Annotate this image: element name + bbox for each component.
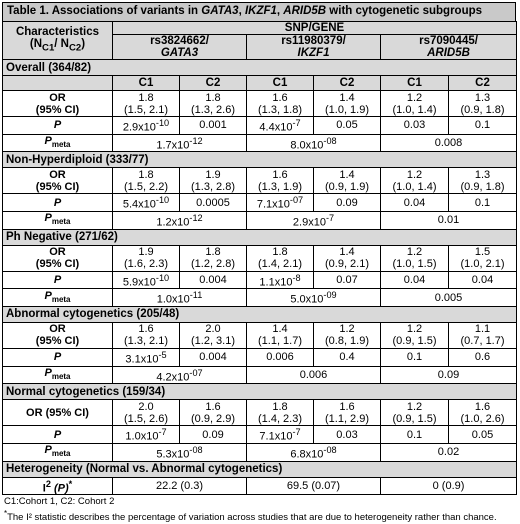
or-ci-value: [449, 400, 517, 426]
or-ci-value: [314, 322, 381, 348]
exponent: -7: [292, 118, 301, 128]
or-value: 1.3: [474, 91, 491, 104]
p-value: 0.09: [314, 194, 381, 212]
exponent: -8: [292, 272, 301, 283]
or-ci-value: [449, 322, 517, 348]
or-ci-value: [247, 322, 314, 348]
pmeta-value: $1.0x10^{-11}$: [113, 289, 247, 307]
p-symbol: P: [53, 196, 62, 209]
exponent: -7: [292, 427, 301, 438]
table-title: [2, 2, 516, 21]
or-label: OR: [49, 246, 66, 259]
or-value: 1.9: [138, 246, 154, 259]
snp-gata3-header: [113, 35, 247, 60]
pmeta-subscript: meta: [51, 217, 71, 227]
exponent: -10: [155, 118, 170, 128]
ci-value: (1.6, 2.3): [123, 258, 169, 271]
pmeta-value: $2.9x10^{-7}$: [247, 211, 381, 229]
section-title: Abnormal cytogenetics (205/48): [3, 306, 517, 322]
p-paren-label: (P): [53, 482, 69, 495]
p-value: $1.1x10^{-8}$: [247, 271, 314, 289]
i-letter: I: [42, 482, 46, 495]
or-value: 1.4: [272, 323, 288, 336]
gene-label: IKZF1: [297, 47, 330, 59]
or-ci-value: [381, 168, 449, 194]
section-title: Non-Hyperdiploid (333/77): [3, 152, 517, 168]
or-ci-value: [113, 245, 180, 271]
p-value: 0.1: [381, 426, 449, 444]
p-value: $7.1x10^{-7}$: [247, 426, 314, 444]
or-ci-value: [314, 91, 381, 117]
snp-rs-label: rs7090445/: [419, 35, 478, 47]
or-ci-value: [180, 400, 247, 426]
ci-value: (1.0, 1.4): [392, 180, 437, 193]
p-label: [3, 426, 113, 444]
ci-label: (95% CI): [35, 335, 80, 348]
counts-label-mid: / N: [54, 38, 69, 51]
or-ci-value: [180, 168, 247, 194]
p-value: 0.1: [449, 117, 517, 135]
cohort-c1-header: C1: [381, 76, 449, 91]
or-ci-value: [113, 168, 180, 194]
pmeta-symbol: P: [44, 134, 52, 147]
p-symbol: P: [53, 273, 62, 286]
pmeta-symbol: P: [44, 212, 52, 225]
or-ci-value: [314, 400, 381, 426]
exponent: -09: [323, 290, 337, 301]
ci-value: (1.4, 2.3): [257, 412, 303, 425]
pmeta-row: [3, 366, 517, 384]
counts-sub-c2: C2: [69, 42, 82, 54]
or-ci-value: [247, 91, 314, 117]
ci-value: (0.8, 1.9): [324, 335, 370, 348]
or-value: 1.6: [272, 168, 288, 181]
blank-cell: [3, 76, 113, 91]
p-value-row: [3, 194, 517, 212]
or-value: 1.6: [272, 91, 288, 104]
p-value: 0.006: [247, 348, 314, 366]
p-label: [3, 117, 113, 135]
or-value: 1.4: [339, 246, 355, 259]
ci-value: (1.1, 1.7): [257, 335, 303, 348]
section-title: Overall (364/82): [3, 60, 517, 76]
p-label: [3, 348, 113, 366]
or-value: 1.2: [406, 323, 423, 336]
p-symbol: P: [53, 351, 62, 364]
pmeta-value: $6.8x10^{-08}$: [247, 443, 381, 461]
pmeta-subscript: meta: [51, 372, 71, 382]
footnote-marker: *: [68, 478, 73, 489]
or-ci-value: [247, 245, 314, 271]
footnote: [4, 508, 514, 524]
ci-label: (95% CI): [35, 103, 80, 116]
results-table: [2, 21, 517, 495]
snp-gene-header: SNP/GENE: [113, 22, 517, 35]
or-ci-row: [3, 168, 517, 194]
title-suffix: with cytogenetic subgroups: [326, 5, 483, 17]
or-value: 1.4: [339, 91, 355, 104]
ci-value: (1.0, 1.4): [392, 103, 437, 116]
snp-rs-label: rs3824662/: [150, 35, 209, 47]
p-value: $3.1x10^{-5}$: [113, 348, 180, 366]
pmeta-value: $5.0x10^{-09}$: [247, 289, 381, 307]
or-value: 1.6: [138, 323, 154, 336]
or-ci-value: [449, 91, 517, 117]
ci-value: (1.4, 2.1): [257, 258, 303, 271]
p-value: 0.6: [449, 348, 517, 366]
title-gene-2: IKZF1: [244, 5, 277, 17]
p-symbol: P: [53, 119, 62, 132]
p-value: 0.1: [381, 348, 449, 366]
ci-value: (1.5, 2.1): [123, 103, 169, 116]
or-ci-value: [113, 91, 180, 117]
cohort-c2-header: C2: [314, 76, 381, 91]
title-gene-3: ARID5B: [283, 5, 327, 17]
ci-value: (1.3, 1.9): [257, 180, 303, 193]
i-squared-sup: 2: [45, 478, 51, 489]
gene-label: ARID5B: [427, 47, 470, 59]
or-value: 1.5: [474, 246, 491, 259]
or-ci-value: [449, 245, 517, 271]
p-label: [3, 271, 113, 289]
pmeta-row: [3, 134, 517, 152]
or-value: 1.8: [205, 246, 221, 259]
or-value: 1.6: [205, 400, 221, 413]
title-gene-1: GATA3: [201, 5, 239, 17]
i2-label: [3, 477, 113, 495]
pmeta-row: [3, 289, 517, 307]
pmeta-value: $1.2x10^{-12}$: [113, 211, 247, 229]
or-ci-value: [247, 400, 314, 426]
exponent: -10: [155, 272, 170, 283]
or-ci-value: [180, 322, 247, 348]
title-sep-1: ,: [238, 5, 245, 17]
cohort-c1-header: C1: [247, 76, 314, 91]
ci-value: (1.0, 1.9): [324, 103, 370, 116]
pmeta-value: 0.008: [381, 134, 517, 152]
p-symbol: P: [53, 428, 62, 441]
or-label: OR: [49, 323, 66, 336]
pmeta-value: 0.09: [381, 366, 517, 384]
ci-value: (0.9, 2.1): [324, 258, 370, 271]
section-title: Normal cytogenetics (159/34): [3, 384, 517, 400]
table-container: [2, 2, 516, 524]
cohort-c2-header: C2: [180, 76, 247, 91]
exponent: -12: [189, 212, 203, 223]
or-value: 1.6: [339, 400, 355, 413]
pmeta-label: [3, 289, 113, 307]
ci-value: (1.2, 2.8): [190, 258, 236, 271]
section-header-row: [3, 306, 517, 322]
p-value: 0.0005: [180, 194, 247, 212]
ci-value: (0.9, 2.9): [190, 412, 236, 425]
characteristics-label: Characteristics: [15, 26, 100, 39]
p-value: 0.004: [180, 348, 247, 366]
or-ci-value: [113, 322, 180, 348]
pmeta-value: $5.3x10^{-08}$: [113, 443, 247, 461]
heterogeneity-row: [3, 477, 517, 495]
p-value-row: [3, 117, 517, 135]
or-ci-value: [314, 168, 381, 194]
or-value: 1.2: [406, 246, 423, 259]
or-ci-value: [180, 245, 247, 271]
p-value: 0.04: [381, 194, 449, 212]
or-value: 1.2: [406, 168, 423, 181]
pmeta-value: $1.7x10^{-12}$: [113, 134, 247, 152]
or-ci-value: [381, 245, 449, 271]
snp-arid5b-header: [381, 35, 517, 60]
pmeta-value: $8.0x10^{-08}$: [247, 134, 381, 152]
cohort-subheader-row: [3, 76, 517, 91]
pmeta-row: [3, 211, 517, 229]
p-value: 0.07: [314, 271, 381, 289]
or-value: 1.8: [272, 400, 288, 413]
exponent: -08: [189, 444, 203, 455]
ci-value: (0.9, 1.8): [460, 180, 505, 193]
title-text: Table 1. Associations of variants in: [7, 5, 202, 17]
pmeta-label: [3, 211, 113, 229]
or-ci-value: [381, 400, 449, 426]
p-value: 0.004: [180, 271, 247, 289]
exponent: -5: [158, 349, 167, 360]
ci-value: (1.2, 3.1): [190, 335, 236, 348]
or-value: 1.9: [205, 168, 221, 181]
or-value: 1.2: [406, 400, 423, 413]
counts-label-part: (N: [29, 38, 43, 51]
or-ci-label: [3, 168, 113, 194]
pmeta-row: [3, 443, 517, 461]
pmeta-symbol: P: [44, 289, 52, 302]
or-ci-value: [180, 91, 247, 117]
pmeta-value: 0.01: [381, 211, 517, 229]
exponent: -11: [189, 290, 203, 301]
p-value: 0.4: [314, 348, 381, 366]
p-value-row: [3, 348, 517, 366]
p-value: 0.1: [449, 194, 517, 212]
or-ci-value: [314, 245, 381, 271]
cohort-c1-header: C1: [113, 76, 180, 91]
or-value: 1.3: [474, 168, 491, 181]
pmeta-value: $4.2x10^{-07}$: [113, 366, 247, 384]
ci-value: (1.3, 2.1): [123, 335, 169, 348]
ci-value: (1.5, 2.6): [123, 412, 169, 425]
p-value: 0.05: [449, 426, 517, 444]
ci-value: (1.1, 2.9): [324, 412, 370, 425]
exponent: -7: [158, 427, 167, 438]
p-value-row: [3, 426, 517, 444]
exponent: -07: [189, 367, 203, 378]
or-value: 1.1: [474, 323, 491, 336]
ci-value: (0.9, 1.9): [324, 180, 370, 193]
or-ci-value: [381, 322, 449, 348]
cohort-c2-header: C2: [449, 76, 517, 91]
heterogeneity-value: 22.2 (0.3): [113, 477, 247, 495]
section-title: Ph Negative (271/62): [3, 229, 517, 245]
p-value: 0.03: [381, 117, 449, 135]
exponent: -7: [325, 212, 335, 223]
header-row-snp: [3, 22, 517, 35]
or-ci-value: [449, 168, 517, 194]
section-header-row: [3, 152, 517, 168]
p-value: $7.1x10^{-07}$: [247, 194, 314, 212]
title-sep-2: ,: [276, 5, 284, 17]
p-value: $4.4x10^{-7}$: [247, 117, 314, 135]
pmeta-symbol: P: [44, 366, 52, 379]
or-ci-label: [3, 245, 113, 271]
pmeta-label: [3, 443, 113, 461]
ci-label: (95% CI): [35, 180, 80, 193]
pmeta-label: [3, 366, 113, 384]
or-ci-value: [247, 168, 314, 194]
pmeta-label: [3, 134, 113, 152]
or-ci-value: [381, 91, 449, 117]
ci-value: (1.0, 2.6): [460, 412, 505, 425]
p-value: $5.9x10^{-10}$: [113, 271, 180, 289]
p-value: 0.03: [314, 426, 381, 444]
p-value: 0.05: [314, 117, 381, 135]
ci-label: (95% CI): [35, 258, 80, 271]
section-header-row: [3, 384, 517, 400]
or-ci-value: [113, 400, 180, 426]
p-value: 0.09: [180, 426, 247, 444]
ci-value: (1.3, 2.8): [190, 180, 236, 193]
or-value: 1.2: [339, 323, 355, 336]
pmeta-symbol: P: [44, 444, 52, 457]
heterogeneity-value: 69.5 (0.07): [247, 477, 381, 495]
or-value: 1.8: [272, 246, 288, 259]
p-value: 0.04: [381, 271, 449, 289]
pmeta-value: 0.02: [381, 443, 517, 461]
or-value: 1.2: [406, 91, 423, 104]
or-ci-row: [3, 245, 517, 271]
p-value: 0.001: [180, 117, 247, 135]
p-value: $2.9x10^{-10}$: [113, 117, 180, 135]
heterogeneity-title: Heterogeneity (Normal vs. Abnormal cytogenetics): [3, 461, 517, 477]
pmeta-subscript: meta: [51, 449, 71, 459]
heterogeneity-value: 0 (0.9): [381, 477, 517, 495]
table-notes: [2, 495, 516, 524]
ci-value: (0.9, 1.8): [460, 103, 505, 116]
or-value: 1.8: [138, 168, 154, 181]
or-ci-label: OR (95% CI): [3, 400, 113, 426]
p-value-row: [3, 271, 517, 289]
p-label: [3, 194, 113, 212]
exponent: -12: [189, 135, 203, 146]
p-value: 0.04: [449, 271, 517, 289]
or-value: 2.0: [205, 323, 221, 336]
counts-sub-c1: C1: [42, 42, 55, 54]
ci-value: (1.0, 1.5): [392, 258, 437, 271]
cohort-note: C1:Cohort 1, C2: Cohort 2: [4, 496, 115, 508]
or-ci-row: [3, 322, 517, 348]
counts-label-end: ): [81, 38, 86, 51]
ci-value: (0.9, 1.5): [392, 412, 437, 425]
or-ci-label: [3, 91, 113, 117]
p-value: $5.4x10^{-10}$: [113, 194, 180, 212]
or-value: 1.6: [474, 400, 491, 413]
section-header-row: [3, 229, 517, 245]
ci-value: (0.9, 1.5): [392, 335, 437, 348]
snp-rs-label: rs11980379/: [281, 35, 346, 47]
exponent: -08: [323, 135, 337, 146]
or-ci-row: [3, 400, 517, 426]
exponent: -07: [289, 195, 304, 206]
ci-value: (1.5, 2.2): [123, 180, 169, 193]
snp-ikzf1-header: [247, 35, 381, 60]
pmeta-value: 0.005: [381, 289, 517, 307]
ci-value: (1.3, 2.6): [190, 103, 236, 116]
or-label: OR: [49, 168, 66, 181]
or-value: 1.8: [205, 91, 221, 104]
characteristics-header: [3, 22, 113, 60]
section-header-row: [3, 60, 517, 76]
or-ci-row: [3, 91, 517, 117]
footnote-text: The I² statistic describes the percentage of variation across studies that are due to heterogeneity rather than chance.: [7, 511, 497, 523]
pmeta-value: 0.006: [247, 366, 381, 384]
pmeta-subscript: meta: [51, 294, 71, 304]
gene-label: GATA3: [160, 47, 199, 59]
or-value: 2.0: [138, 400, 154, 413]
exponent: -10: [155, 195, 170, 206]
or-ci-label: [3, 322, 113, 348]
p-value: $1.0x10^{-7}$: [113, 426, 180, 444]
exponent: -08: [323, 444, 337, 455]
or-value: 1.4: [339, 168, 355, 181]
ci-value: (1.3, 1.8): [257, 103, 303, 116]
footnote-star: *: [4, 508, 8, 518]
pmeta-subscript: meta: [51, 140, 71, 150]
or-value: 1.8: [138, 91, 154, 104]
ci-value: (1.0, 2.1): [460, 258, 505, 271]
ci-value: (0.7, 1.7): [460, 335, 505, 348]
or-label: OR: [49, 91, 66, 104]
heterogeneity-header-row: [3, 461, 517, 477]
